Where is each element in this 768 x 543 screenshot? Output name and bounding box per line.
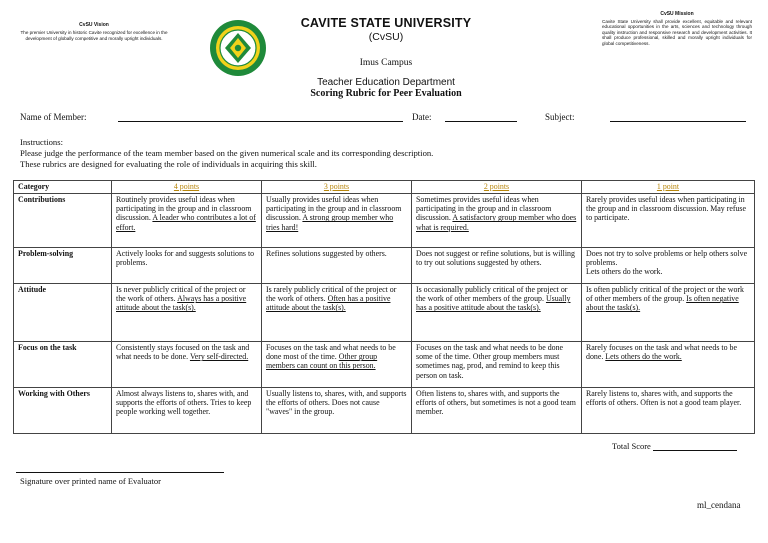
- cell-text: Sometimes provides useful ideas when participating in the group and in classroom discussion.: [416, 195, 552, 223]
- member-label: Name of Member:: [20, 112, 87, 122]
- rubric-title: Scoring Rubric for Peer Evaluation: [310, 88, 462, 99]
- cell-text: Rarely listens to, shares with, and supports the efforts of others. Often is not a good team player.: [586, 389, 742, 408]
- date-field: [412, 112, 432, 122]
- campus-name: Imus Campus: [359, 58, 413, 68]
- table-row: [14, 342, 755, 388]
- instructions-heading: Instructions:: [20, 137, 63, 147]
- score-cell: [582, 194, 755, 248]
- cell-text: Is rarely publicly critical of the project or the work of others.: [266, 285, 397, 304]
- author-initials: ml_cendana: [697, 500, 741, 510]
- score-cell: [262, 194, 412, 248]
- mission-title: CvSU Mission: [660, 11, 694, 17]
- cell-text-underlined: Is often negative about the task(s).: [586, 294, 739, 313]
- category-cell: Focus on the task: [14, 342, 112, 388]
- score-cell: [412, 388, 582, 434]
- cell-text: Is occasionally publicly critical of the project or the work of other members of the group.: [416, 285, 568, 304]
- cell-text: Lets others do the work.: [586, 267, 663, 277]
- table-row: [14, 194, 755, 248]
- mission-block: [602, 12, 752, 47]
- category-cell: Attitude: [14, 284, 112, 342]
- university-heading: [280, 16, 492, 43]
- cell-text: Is never publicly critical of the project or the work of others.: [116, 285, 246, 304]
- cell-text-underlined: Always has a positive attitude about the task(s).: [116, 294, 247, 313]
- score-cell: [412, 284, 582, 342]
- table-row: [14, 284, 755, 342]
- cell-text: Usually provides useful ideas when participating in the group and in classroom discussion.: [266, 195, 402, 223]
- cell-text: Routinely provides useful ideas when participating in the group and in classroom discussion.: [116, 195, 252, 223]
- vision-title: CvSU Vision: [79, 22, 109, 28]
- score-cell: [412, 248, 582, 284]
- university-abbr: (CvSU): [368, 31, 404, 43]
- cell-text: Rarely provides useful ideas when participating in the group and in classroom discussion. May refuse to participate.: [586, 195, 746, 223]
- total-score-field: [612, 441, 737, 451]
- score-cell: [262, 388, 412, 434]
- score-cell: [582, 342, 755, 388]
- mission-text: Cavite State University shall provide excellent, equitable and relevant educational opportunities in the arts, sciences and technology through quality instruction and responsive research and development activities. It shall produce professional, skilled and morally upright individuals for global competitiveness.: [602, 18, 752, 46]
- table-row: [14, 248, 755, 284]
- cell-text-underlined: Often has a positive attitude about the task(s).: [266, 294, 391, 313]
- vision-text: The premier University in historic Cavite recognized for excellence in the development of globally competitive and morally upright individuals.: [20, 30, 168, 41]
- rubric-header-row: [14, 181, 755, 194]
- subject-field: [545, 112, 575, 122]
- date-label: Date:: [412, 112, 432, 122]
- vision-block: [14, 22, 174, 42]
- instructions-line-2: These rubrics are designed for evaluating the role of individuals in acquiring this skill.: [20, 159, 317, 169]
- cell-text-underlined: Other group members can count on this person.: [266, 352, 378, 371]
- cell-text: Does not try to solve problems or help others solve problems.: [586, 249, 748, 268]
- header-1-point: 1 point: [582, 181, 755, 194]
- total-score-label: Total Score: [612, 441, 651, 451]
- cell-text: Usually listens to, shares, with, and supports the efforts of others. Does not cause "waves" in the group.: [266, 389, 407, 417]
- cell-text: Actively looks for and suggests solutions to problems.: [116, 249, 255, 268]
- cell-text-underlined: A leader who contributes a lot of effort.: [116, 213, 256, 232]
- cell-text: Focuses on the task and what needs to be done most of the time.: [266, 343, 396, 362]
- cell-text-underlined: Very self-directed.: [189, 352, 249, 362]
- instructions-line-1: Please judge the performance of the team member based on the given numerical scale and its corresponding description.: [20, 148, 434, 158]
- header-2-points: 2 points: [412, 181, 582, 194]
- date-input-line[interactable]: [445, 112, 517, 122]
- category-cell: Working with Others: [14, 388, 112, 434]
- score-cell: [112, 284, 262, 342]
- instructions: [20, 137, 620, 170]
- cell-text: Often listens to, shares with, and supports the efforts of others, but sometimes is not a good team member.: [416, 389, 576, 417]
- university-seal-logo: [208, 18, 268, 78]
- signature-line[interactable]: [16, 472, 224, 473]
- cell-text: Is often publicly critical of the project or the work of other members of the group.: [586, 285, 744, 304]
- score-cell: [582, 248, 755, 284]
- score-cell: [112, 342, 262, 388]
- cell-text-underlined: Usually has a positive attitude about the task(s).: [416, 294, 571, 313]
- university-name: CAVITE STATE UNIVERSITY: [300, 16, 472, 30]
- score-cell: [112, 248, 262, 284]
- category-cell: Contributions: [14, 194, 112, 248]
- score-cell: [262, 342, 412, 388]
- header-category: Category: [14, 181, 112, 194]
- subject-label: Subject:: [545, 112, 575, 122]
- cell-text-underlined: Lets others do the work.: [605, 352, 682, 362]
- score-cell: [582, 284, 755, 342]
- cell-text: Almost always listens to, shares with, and supports the efforts of others. Tries to keep people working well together.: [116, 389, 252, 417]
- cell-text: Does not suggest or refine solutions, but is willing to try out solutions suggested by others.: [416, 249, 575, 268]
- score-cell: [582, 388, 755, 434]
- member-input-line[interactable]: [118, 112, 403, 122]
- table-row: [14, 388, 755, 434]
- score-cell: [412, 342, 582, 388]
- cell-text-underlined: A satisfactory group member who does what is required.: [416, 213, 577, 232]
- category-cell: Problem-solving: [14, 248, 112, 284]
- total-score-input-line[interactable]: [653, 441, 737, 451]
- cell-text-underlined: A strong group member who tries hard!: [266, 213, 394, 232]
- cell-text: Rarely focuses on the task and what needs to be done.: [586, 343, 737, 362]
- cell-text: Refines solutions suggested by others.: [266, 249, 387, 258]
- rubric-table: [13, 180, 755, 434]
- header-3-points: 3 points: [262, 181, 412, 194]
- cell-text: Consistently stays focused on the task and what needs to be done.: [116, 343, 250, 362]
- score-cell: [262, 284, 412, 342]
- cell-text: Focuses on the task and what needs to be done some of the time. Other group members must sometimes nag, prod, and remind to keep this person on task.: [416, 343, 564, 380]
- department-name: Teacher Education Department: [317, 77, 455, 88]
- member-field: [20, 112, 86, 122]
- score-cell: [262, 248, 412, 284]
- subject-input-line[interactable]: [610, 112, 746, 122]
- score-cell: [112, 194, 262, 248]
- score-cell: [412, 194, 582, 248]
- header-4-points: 4 points: [112, 181, 262, 194]
- signature-label: Signature over printed name of Evaluator: [20, 476, 161, 486]
- score-cell: [112, 388, 262, 434]
